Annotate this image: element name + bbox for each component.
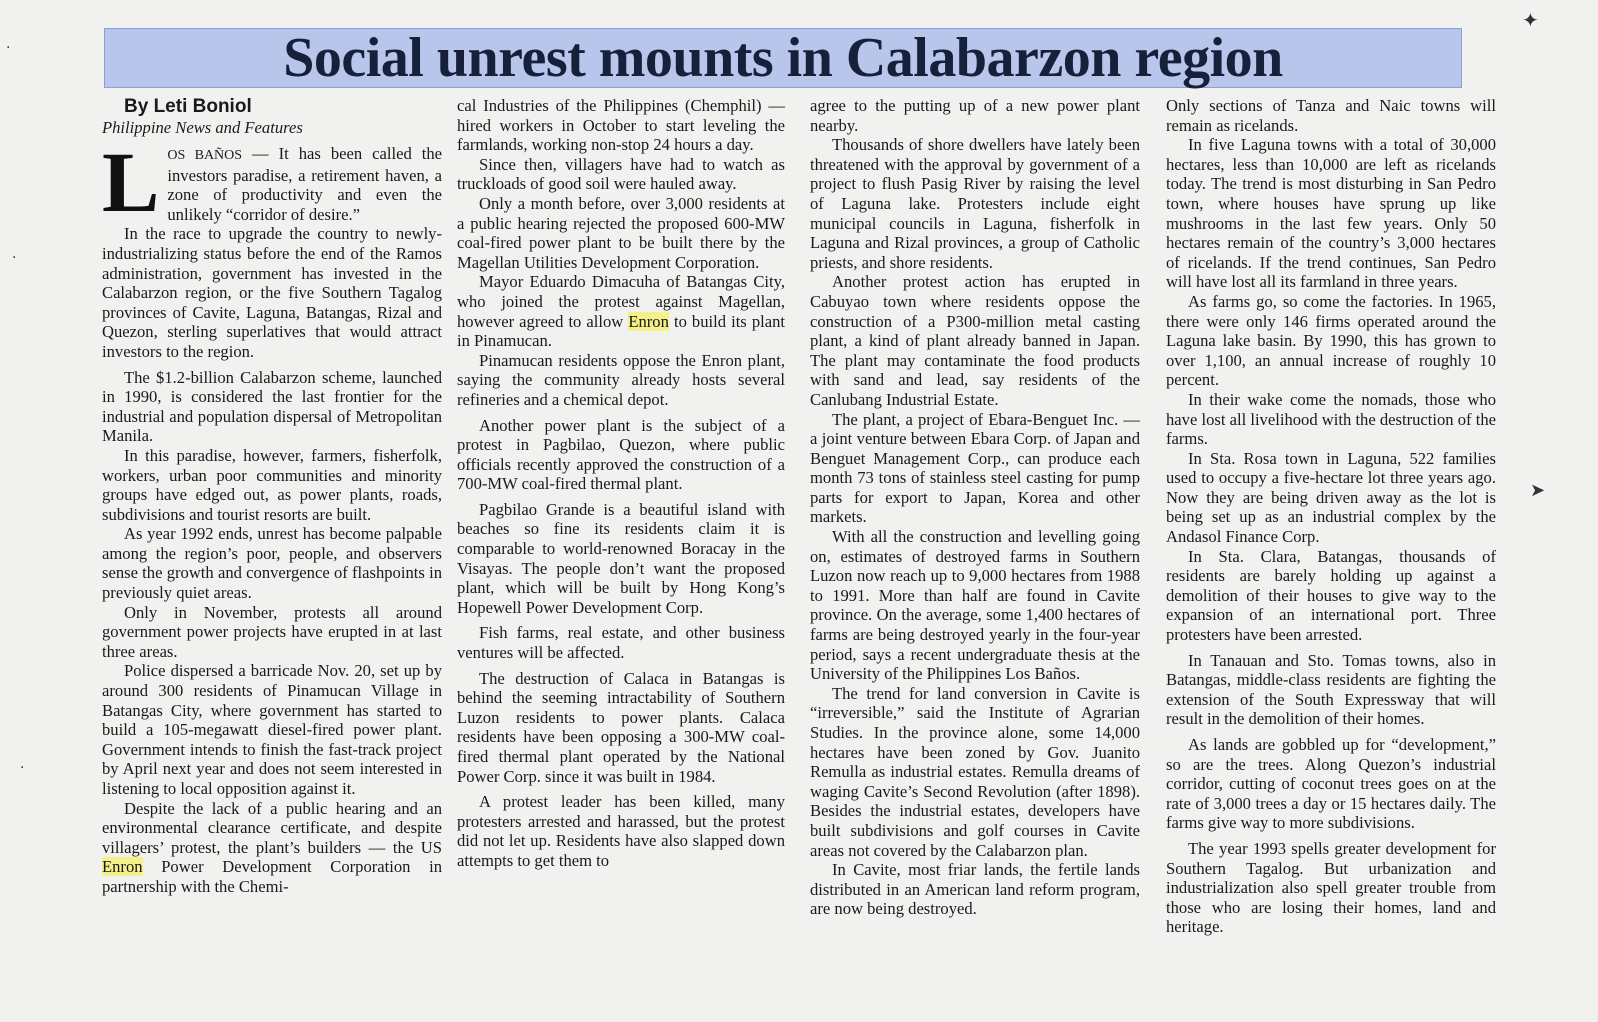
scan-speck: ➤ (1530, 480, 1546, 501)
paragraph-text: to build its plant in Pinamucan. (457, 311, 785, 351)
paragraph: The year 1993 spells greater development for Southern Tagalog. But urbanization and industrialization also spell greater trouble from those who are losing their homes, land and heritage. (1166, 838, 1496, 937)
byline: By Leti Boniol (124, 96, 252, 117)
headline: Social unrest mounts in Calabarzon region (283, 27, 1283, 89)
paragraph: In Tanauan and Sto. Tomas towns, also in Batangas, middle-class residents are fighting the extension of the South Expressway that will result in the demolition of their homes. (1166, 650, 1496, 729)
dateline: OS BAÑOS (167, 148, 243, 163)
paragraph: The $1.2-billion Calabarzon scheme, launched in 1990, is considered the last frontier for the industrial and population dispersal of Metropolitan Manila. (102, 367, 442, 446)
paragraph: agree to the putting up of a new power plant nearby. (810, 96, 1140, 135)
paragraph: Pinamucan residents oppose the Enron plant, saying the community already hosts several refineries and a chemical depot. (457, 350, 785, 409)
paragraph: Fish farms, real estate, and other business ventures will be affected. (457, 623, 785, 663)
scan-speck: · (20, 760, 25, 776)
paragraph: Since then, villagers have had to watch as truckloads of good soil were hauled away. (457, 154, 785, 194)
paragraph: Only a month before, over 3,000 residents at a public hearing rejected the proposed 600-MW coal-fired power plant to be built there by the Magellan Utilities Development Corporation. (457, 193, 785, 272)
paragraph: In Sta. Clara, Batangas, thousands of residents are barely holding up against a demolition of their houses to give way to the expansion of an international port. Three protesters have been arrested. (1166, 546, 1496, 645)
paragraph: Police dispersed a barricade Nov. 20, set up by around 300 residents of Pinamucan Village in Batangas City, where government has started to build a 105-megawatt diesel-fired power plant. Government intends to finish the fast-track project by April next year and does not seem interested in listening to local opposition against it. (102, 661, 442, 798)
highlighted-term: Enron (628, 311, 669, 331)
paragraph-text: Mayor Eduardo Dimacuha of Batangas City, who joined the protest against Magellan, however agreed to allow (457, 272, 785, 331)
paragraph: Only sections of Tanza and Naic towns will remain as ricelands. (1166, 96, 1496, 135)
drop-cap: L (102, 134, 160, 230)
paragraph: Thousands of shore dwellers have lately been threatened with the approval by government of a project to flush Pasig River by raising the level of Laguna lake. Protesters include eight municipal councils in Laguna, fisherfolk in Laguna and Rizal provinces, a group of Catholic priests, and shore residents. (810, 135, 1140, 272)
paragraph: As lands are gobbled up for “development,” so are the trees. Along Quezon’s industrial corridor, cutting of coconut trees goes on at the rate of 3,000 trees a day or 15 hectares daily. The farms give way to more subdivisions. (1166, 735, 1496, 833)
paragraph-text: Despite the lack of a public hearing and an environmental clearance certificate, and despite villagers’ protest, the plant’s builders — the US (102, 798, 442, 857)
paragraph: In Sta. Rosa town in Laguna, 522 families used to occupy a five-hectare lot three years ago. Now they are being driven away as the lot is being set up as an industrial complex by the Andasol Finance Corp. (1166, 448, 1496, 547)
paragraph: In five Laguna towns with a total of 30,000 hectares, less than 10,000 are left as ricelands today. The trend is most disturbing in San Pedro town, where houses have sprung up like mushrooms in the last few years. Only 50 hectares remain of the country’s 3,000 hectares of ricelands. If the trend continues, San Pedro will have lost all its farmland in three years. (1166, 135, 1496, 292)
paragraph: Only in November, protests all around government power projects have erupted in at last three areas. (102, 602, 442, 661)
column-4 (1166, 96, 1496, 937)
paragraph (102, 799, 442, 897)
paragraph: In their wake come the nomads, those who have lost all livelihood with the destruction of the farms. (1166, 389, 1496, 449)
column-1 (102, 96, 442, 897)
paragraph: The trend for land conversion in Cavite is “irreversible,” said the Institute of Agrarian Studies. In the province alone, some 14,000 hectares have been zoned by Gov. Juanito Remulla as industrial estates. Remulla dreams of waging Cavite’s Second Revolution (after 1898). Besides the industrial estates, developers have built subdivisions and golf courses in Cavite areas not covered by the Calabarzon plan. (810, 683, 1140, 860)
headline-banner (104, 28, 1462, 88)
paragraph: A protest leader has been killed, many protesters arrested and harassed, but the protest did not let up. Residents have also slapped down attempts to get them to (457, 792, 785, 870)
paragraph (457, 272, 785, 350)
lead-text: — It has been called the investors paradise, a retirement haven, a zone of productivity and even the unlikely “corridor of desire.” (167, 144, 442, 224)
paragraph: In this paradise, however, farmers, fisherfolk, workers, urban poor communities and minority groups have edged out, as power plants, roads, subdivisions and tourist resorts are built. (102, 445, 442, 524)
paragraph-text: Power Development Corporation in partnership with the Chemi- (102, 857, 442, 896)
paragraph: In the race to upgrade the country to newly-industrializing status before the end of the Ramos administration, government has invested in the Calabarzon region, or the five Southern Tagalog provinces of Cavite, Laguna, Batangas, Rizal and Quezon, sterling superlatives that would attract investors to the region. (102, 224, 442, 361)
paragraph: Another power plant is the subject of a protest in Pagbilao, Quezon, where public officials recently approved the construction of a 700-MW coal-fired thermal plant. (457, 415, 785, 494)
paragraph: As farms go, so come the factories. In 1965, there were only 146 firms operated around the Laguna lake basin. By 1990, this has grown to over 1,100, an annual increase of roughly 10 percent. (1166, 291, 1496, 390)
scan-speck: · (12, 250, 17, 266)
paragraph: In Cavite, most friar lands, the fertile lands distributed in an American land reform program, are now being destroyed. (810, 860, 1140, 919)
lead-paragraph (102, 134, 442, 230)
column-3 (810, 96, 1140, 919)
scan-speck: ✦ (1522, 8, 1539, 32)
column-2 (457, 96, 785, 871)
paragraph: With all the construction and levelling going on, estimates of destroyed farms in Southern Luzon now reach up to 9,000 hectares from 1988 to 1991. More than half are found in Cavite province. On the average, some 1,400 hectares of farms are being destroyed yearly in the four-year period, says a recent undergraduate thesis at the University of the Philippines Los Baños. (810, 527, 1140, 684)
paragraph: Pagbilao Grande is a beautiful island with beaches so fine its residents claim it is comparable to world-renowned Boracay in the Visayas. The people don’t want the proposed plant, which will be built by Hong Kong’s Hopewell Power Development Corp. (457, 499, 785, 617)
highlighted-term: Enron (102, 857, 143, 877)
paragraph: Another protest action has erupted in Cabuyao town where residents oppose the construction of a P300-million metal casting plant, a kind of plant already banned in Japan. The plant may contaminate the food products with sand and lead, say residents of the Canlubang Industrial Estate. (810, 272, 1140, 409)
paragraph: cal Industries of the Philippines (Chemphil) — hired workers in October to start leveling the farmlands, working non-stop 24 hours a day. (457, 96, 785, 155)
scan-speck: · (6, 40, 11, 56)
agency: Philippine News and Features (102, 118, 303, 137)
paragraph: As year 1992 ends, unrest has become palpable among the region’s poor, people, and observers sense the growth and convergence of flashpoints in previously quiet areas. (102, 524, 442, 603)
paragraph: The plant, a project of Ebara-Benguet Inc. — a joint venture between Ebara Corp. of Japan and Benguet Management Corp., can produce each month 73 tons of stainless steel casting for pump parts for export to Japan, Korea and other markets. (810, 409, 1140, 527)
paragraph: The destruction of Calaca in Batangas is behind the seeming intractability of Southern Luzon residents to power plants. Calaca residents have been opposing a 300-MW coal-fired thermal plant operated by the National Power Corp. since it was built in 1984. (457, 668, 785, 786)
